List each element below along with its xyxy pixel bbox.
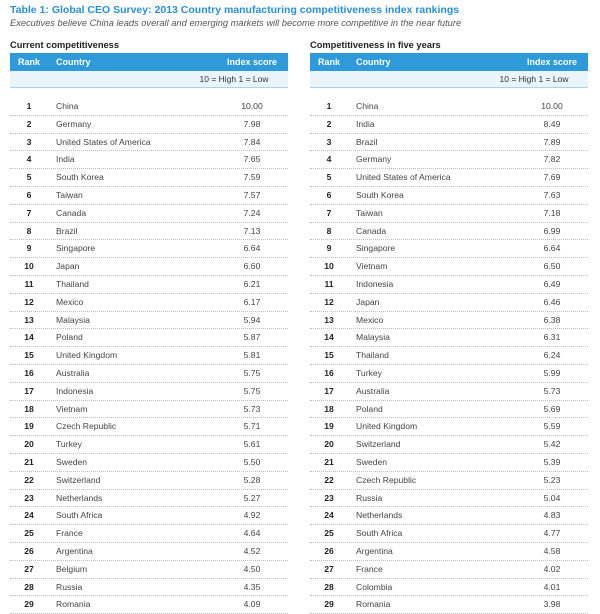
- table-row: [10, 205, 288, 223]
- table-row: [10, 169, 288, 187]
- country-cell: Indonesia: [56, 385, 94, 396]
- country-cell: Canada: [356, 225, 387, 236]
- table-row: [310, 329, 588, 347]
- rank-cell: 18: [324, 403, 334, 414]
- score-cell: 5.23: [543, 474, 561, 485]
- country-cell: India: [356, 118, 375, 129]
- country-cell: United Kingdom: [356, 421, 418, 432]
- rank-cell: 5: [26, 172, 32, 183]
- score-cell: 5.99: [543, 367, 561, 378]
- score-cell: 5.50: [243, 456, 261, 467]
- table-body: [10, 98, 288, 614]
- country-cell: Taiwan: [356, 207, 383, 218]
- rank-cell: 16: [24, 367, 34, 378]
- table-row: [310, 490, 588, 508]
- country-cell: South Korea: [356, 189, 404, 200]
- rank-cell: 6: [326, 189, 332, 200]
- table-row: [10, 98, 288, 116]
- country-cell: Vietnam: [56, 403, 88, 414]
- rank-cell: 19: [324, 421, 334, 432]
- table-row: [310, 383, 588, 401]
- country-cell: Thailand: [356, 350, 389, 361]
- score-cell: 5.59: [543, 421, 561, 432]
- score-cell: 3.98: [543, 599, 561, 610]
- table-row: [310, 151, 588, 169]
- country-header: Country: [356, 57, 391, 67]
- score-cell: 10.00: [241, 101, 263, 111]
- table-row: [10, 187, 288, 205]
- score-cell: 7.59: [243, 172, 261, 183]
- country-cell: Sweden: [56, 456, 88, 467]
- column-header-row: [10, 53, 288, 71]
- table-row: [310, 312, 588, 330]
- score-cell: 5.39: [543, 456, 561, 467]
- rank-cell: 20: [324, 439, 334, 450]
- rank-cell: 24: [24, 510, 34, 521]
- table-row: [10, 418, 288, 436]
- country-cell: China: [56, 101, 79, 111]
- table-row: [310, 561, 588, 579]
- rank-cell: 8: [326, 225, 332, 236]
- rank-cell: 27: [24, 563, 34, 574]
- score-cell: 4.77: [543, 528, 561, 539]
- rank-cell: 19: [24, 421, 34, 432]
- score-cell: 5.87: [243, 332, 261, 343]
- country-cell: Argentina: [356, 545, 393, 556]
- rank-cell: 23: [24, 492, 34, 503]
- table-row: [310, 240, 588, 258]
- score-cell: 4.64: [243, 528, 261, 539]
- country-cell: Malaysia: [356, 332, 390, 343]
- table-row: [10, 223, 288, 241]
- score-cell: 7.69: [543, 172, 561, 183]
- table-row: [10, 365, 288, 383]
- rank-cell: 2: [26, 118, 32, 129]
- country-cell: Czech Republic: [56, 421, 117, 432]
- score-cell: 5.69: [543, 403, 561, 414]
- table-row: [10, 507, 288, 525]
- table-row: [10, 401, 288, 419]
- country-cell: China: [356, 101, 379, 111]
- five-year-competitiveness-panel: [310, 38, 588, 614]
- rank-cell: 24: [324, 510, 334, 521]
- rank-cell: 15: [324, 350, 334, 361]
- country-cell: Australia: [56, 367, 90, 378]
- score-header: Index score: [226, 57, 278, 67]
- rank-cell: 29: [24, 599, 34, 610]
- table-row: [10, 596, 288, 614]
- rank-cell: 14: [24, 332, 34, 343]
- rank-cell: 8: [26, 225, 32, 236]
- country-cell: Malaysia: [56, 314, 90, 325]
- country-cell: South Africa: [56, 510, 103, 521]
- rank-cell: 11: [324, 278, 334, 289]
- country-cell: Switzerland: [356, 439, 401, 450]
- table-row: [10, 329, 288, 347]
- score-cell: 7.82: [543, 154, 561, 165]
- current-competitiveness-panel: [10, 38, 288, 614]
- rank-cell: 9: [26, 243, 32, 254]
- score-cell: 7.63: [543, 189, 561, 200]
- score-cell: 5.42: [543, 439, 561, 450]
- score-cell: 5.75: [243, 385, 261, 396]
- rank-cell: 18: [24, 403, 34, 414]
- rank-cell: 22: [324, 474, 334, 485]
- rank-cell: 12: [324, 296, 334, 307]
- country-cell: South Korea: [56, 172, 104, 183]
- rank-cell: 27: [324, 563, 334, 574]
- score-cell: 5.28: [243, 474, 261, 485]
- rank-cell: 22: [24, 474, 34, 485]
- country-cell: Germany: [356, 154, 392, 165]
- table-row: [10, 543, 288, 561]
- rank-cell: 15: [24, 350, 34, 361]
- table-row: [310, 205, 588, 223]
- rank-cell: 1: [26, 101, 32, 111]
- score-cell: 6.50: [543, 261, 561, 272]
- country-cell: India: [56, 154, 75, 165]
- table-row: [310, 525, 588, 543]
- score-cell: 7.57: [243, 189, 261, 200]
- rank-cell: 1: [326, 101, 332, 111]
- score-cell: 6.49: [543, 278, 561, 289]
- country-cell: Japan: [56, 261, 80, 272]
- score-cell: 7.18: [543, 207, 561, 218]
- table-row: [10, 454, 288, 472]
- table-row: [310, 401, 588, 419]
- score-cell: 7.65: [243, 154, 261, 165]
- country-cell: Japan: [356, 296, 380, 307]
- rank-cell: 21: [24, 456, 34, 467]
- table-row: [10, 490, 288, 508]
- rank-cell: 26: [24, 545, 34, 556]
- score-cell: 6.38: [543, 314, 561, 325]
- country-cell: Thailand: [56, 278, 89, 289]
- rank-cell: 13: [324, 314, 334, 325]
- score-cell: 6.17: [243, 296, 261, 307]
- rank-cell: 17: [324, 385, 334, 396]
- rank-cell: 3: [326, 136, 332, 147]
- panel-title: Current competitiveness: [10, 40, 120, 50]
- table-row: [310, 579, 588, 597]
- score-cell: 6.64: [243, 243, 261, 254]
- country-cell: Switzerland: [56, 474, 101, 485]
- score-cell: 6.21: [243, 278, 261, 289]
- score-cell: 4.52: [243, 545, 261, 556]
- table-row: [310, 472, 588, 490]
- score-cell: 4.35: [243, 581, 261, 592]
- score-cell: 5.81: [243, 350, 261, 361]
- table-row: [310, 418, 588, 436]
- table-row: [10, 151, 288, 169]
- table-row: [310, 436, 588, 454]
- table-row: [10, 436, 288, 454]
- country-cell: United States of America: [356, 172, 451, 183]
- table-row: [310, 596, 588, 614]
- country-cell: Turkey: [56, 439, 82, 450]
- country-cell: Brazil: [56, 225, 78, 236]
- rank-cell: 3: [26, 136, 32, 147]
- score-cell: 6.24: [543, 350, 561, 361]
- country-cell: Netherlands: [56, 492, 103, 503]
- rank-cell: 4: [326, 154, 332, 165]
- score-cell: 10.00: [541, 101, 563, 111]
- score-cell: 8.49: [543, 118, 561, 129]
- score-cell: 6.99: [543, 225, 561, 236]
- rank-cell: 25: [24, 528, 34, 539]
- table-row: [10, 579, 288, 597]
- table-row: [310, 187, 588, 205]
- score-cell: 6.64: [543, 243, 561, 254]
- country-cell: Australia: [356, 385, 390, 396]
- country-cell: Brazil: [356, 136, 378, 147]
- table-row: [10, 294, 288, 312]
- rank-cell: 5: [326, 172, 332, 183]
- rank-cell: 26: [324, 545, 334, 556]
- table-row: [10, 383, 288, 401]
- rank-cell: 2: [326, 118, 332, 129]
- country-cell: Taiwan: [56, 189, 83, 200]
- score-cell: 7.24: [243, 207, 261, 218]
- country-cell: Canada: [56, 207, 87, 218]
- table-row: [10, 561, 288, 579]
- rank-cell: 21: [324, 456, 334, 467]
- table-row: [310, 223, 588, 241]
- score-cell: 6.31: [543, 332, 561, 343]
- table-row: [310, 365, 588, 383]
- score-cell: 5.73: [243, 403, 261, 414]
- table-row: [10, 134, 288, 152]
- country-cell: Russia: [356, 492, 383, 503]
- table-title: Table 1: Global CEO Survey: 2013 Country manufacturing competitiveness index rankings: [10, 4, 460, 16]
- country-cell: Russia: [56, 581, 83, 592]
- country-cell: France: [356, 563, 383, 574]
- rank-cell: 25: [324, 528, 334, 539]
- rank-cell: 16: [324, 367, 334, 378]
- score-cell: 7.89: [543, 136, 561, 147]
- country-header: Country: [56, 57, 91, 67]
- country-cell: Indonesia: [356, 278, 394, 289]
- table-row: [310, 98, 588, 116]
- country-cell: Romania: [56, 599, 91, 610]
- country-cell: Poland: [356, 403, 383, 414]
- table-row: [310, 116, 588, 134]
- score-cell: 4.58: [543, 545, 561, 556]
- table-body: [310, 98, 588, 614]
- table-row: [10, 525, 288, 543]
- rank-header: Rank: [317, 57, 340, 67]
- score-cell: 5.75: [243, 367, 261, 378]
- rank-cell: 28: [324, 581, 334, 592]
- score-cell: 6.46: [543, 296, 561, 307]
- country-cell: Vietnam: [356, 261, 388, 272]
- table-row: [10, 347, 288, 365]
- score-cell: 4.50: [243, 563, 261, 574]
- rank-cell: 6: [26, 189, 32, 200]
- rank-cell: 4: [26, 154, 32, 165]
- country-cell: Czech Republic: [356, 474, 417, 485]
- country-cell: United Kingdom: [56, 350, 118, 361]
- score-cell: 5.27: [243, 492, 261, 503]
- score-cell: 5.61: [243, 439, 261, 450]
- country-cell: Mexico: [56, 296, 84, 307]
- table-row: [10, 116, 288, 134]
- score-cell: 5.94: [243, 314, 261, 325]
- rank-header: Rank: [17, 57, 40, 67]
- scale-row: [310, 71, 588, 88]
- country-cell: Colombia: [356, 581, 393, 592]
- score-cell: 4.02: [543, 563, 561, 574]
- country-cell: South Africa: [356, 528, 403, 539]
- score-cell: 4.92: [243, 510, 261, 521]
- country-cell: Mexico: [356, 314, 384, 325]
- score-cell: 4.01: [543, 581, 561, 592]
- country-cell: United States of America: [56, 136, 151, 147]
- table-row: [10, 276, 288, 294]
- rank-cell: 12: [24, 296, 34, 307]
- country-cell: Netherlands: [356, 510, 403, 521]
- table-row: [310, 169, 588, 187]
- rank-cell: 11: [24, 278, 34, 289]
- table-row: [10, 312, 288, 330]
- country-cell: Singapore: [356, 243, 396, 254]
- panel-title: Competitiveness in five years: [310, 40, 441, 50]
- rank-cell: 9: [326, 243, 332, 254]
- table-row: [310, 543, 588, 561]
- score-cell: 7.84: [243, 136, 261, 147]
- rank-cell: 29: [324, 599, 334, 610]
- score-cell: 4.09: [243, 599, 261, 610]
- table-row: [10, 240, 288, 258]
- country-cell: Belgium: [56, 563, 88, 574]
- rank-cell: 28: [24, 581, 34, 592]
- rank-cell: 7: [26, 207, 32, 218]
- score-cell: 5.04: [543, 492, 561, 503]
- score-cell: 6.60: [243, 261, 261, 272]
- score-cell: 5.73: [543, 385, 561, 396]
- country-cell: Romania: [356, 599, 391, 610]
- table-row: [310, 294, 588, 312]
- country-cell: Singapore: [56, 243, 96, 254]
- score-cell: 7.98: [243, 118, 261, 129]
- country-cell: Argentina: [56, 545, 93, 556]
- column-header-row: [310, 53, 588, 71]
- table-row: [310, 258, 588, 276]
- score-header: Index score: [526, 57, 578, 67]
- rank-cell: 14: [324, 332, 334, 343]
- table-row: [310, 507, 588, 525]
- rank-cell: 13: [24, 314, 34, 325]
- table-row: [10, 258, 288, 276]
- table-subtitle: Executives believe China leads overall and emerging markets will become more competitive in the near future: [10, 18, 462, 28]
- country-cell: Poland: [56, 332, 83, 343]
- table-row: [310, 454, 588, 472]
- table-row: [310, 276, 588, 294]
- score-cell: 4.83: [543, 510, 561, 521]
- table-row: [310, 134, 588, 152]
- scale-label: 10 = High 1 = Low: [199, 74, 269, 84]
- rank-cell: 10: [24, 261, 34, 272]
- rank-cell: 17: [24, 385, 34, 396]
- score-cell: 7.13: [243, 225, 261, 236]
- scale-label: 10 = High 1 = Low: [499, 74, 569, 84]
- rank-cell: 20: [24, 439, 34, 450]
- rank-cell: 23: [324, 492, 334, 503]
- scale-row: [10, 71, 288, 88]
- country-cell: Sweden: [356, 456, 388, 467]
- rank-cell: 10: [324, 261, 334, 272]
- country-cell: Germany: [56, 118, 92, 129]
- score-cell: 5.71: [243, 421, 261, 432]
- country-cell: Turkey: [356, 367, 382, 378]
- rank-cell: 7: [326, 207, 332, 218]
- country-cell: France: [56, 528, 83, 539]
- table-row: [310, 347, 588, 365]
- table-row: [10, 472, 288, 490]
